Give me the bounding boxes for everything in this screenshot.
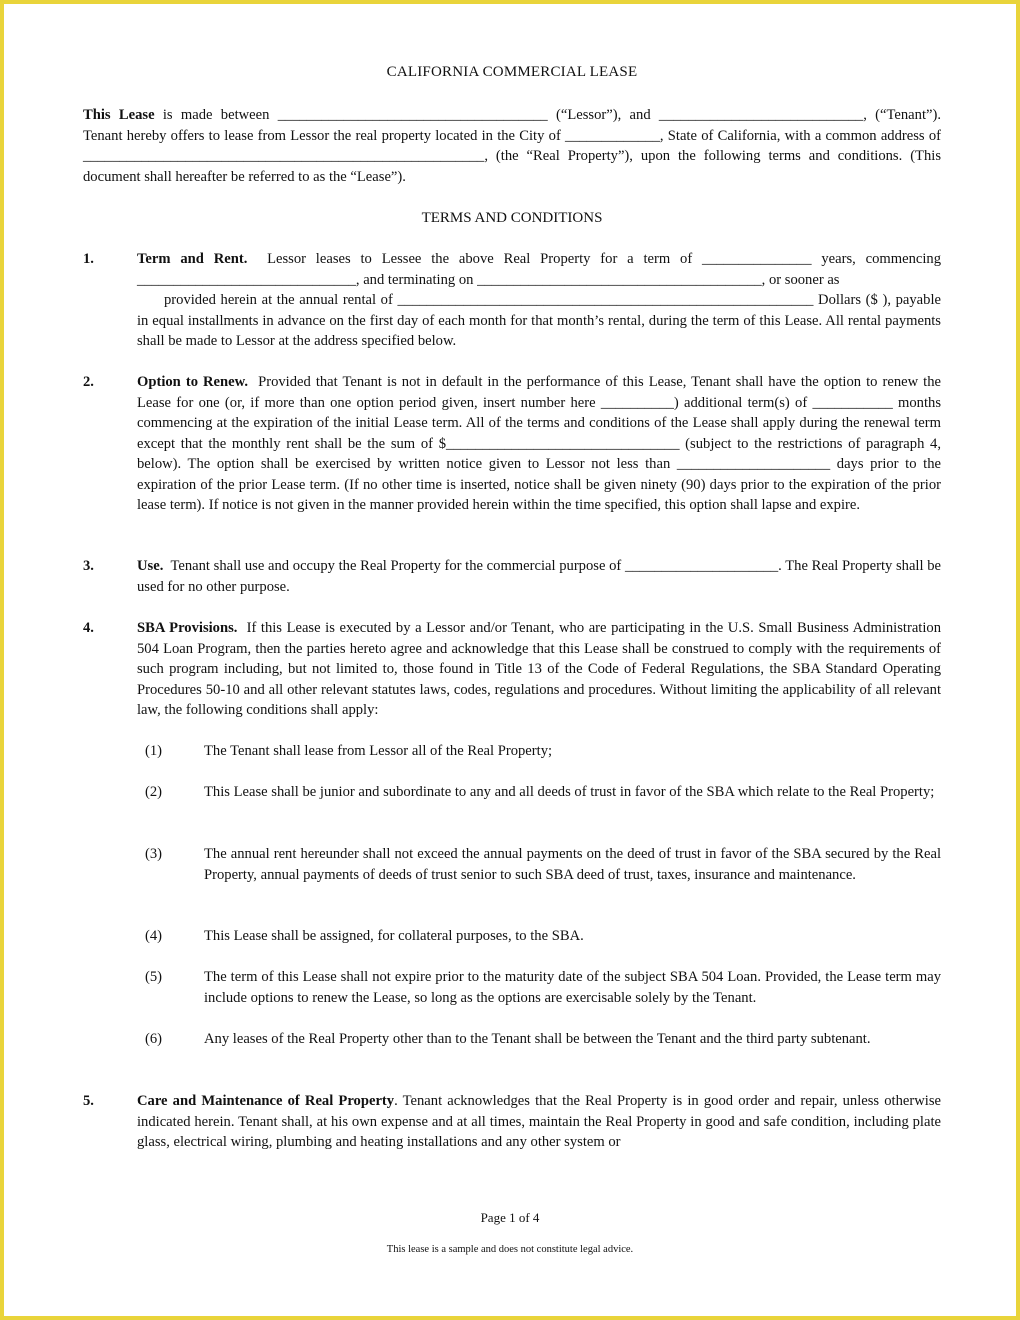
section-text: Lessor leases to Lessee the above Real Property for a term of _______________ years, commencing ______________________________, and terminating on _______________________________________, or sooner as (137, 251, 941, 288)
section-title: SBA Provisions. (137, 620, 238, 636)
section-5 (83, 1091, 941, 1153)
document-page (4, 4, 1016, 1316)
sba-item (83, 844, 941, 885)
page-number: Page 1 of 4 (480, 1210, 540, 1225)
section-4 (83, 618, 941, 721)
sba-item (83, 1029, 941, 1050)
intro-lead: This Lease (83, 107, 155, 123)
sba-item (83, 782, 941, 803)
sba-item (83, 926, 941, 947)
sba-item-number: (3) (145, 846, 163, 862)
sba-item-number: (2) (145, 784, 163, 800)
section-text: Provided that Tenant is not in default in the performance of this Lease, Tenant shall have the option to renew the Lease for one (or, if more than one option period given, insert number here __________) additional term(s) of ___________ months commencing at the expiration of the initial Lease term. All of the terms and conditions of the Lease shall apply during the renewal term except that the monthly rent shall be the sum of $________________________________ (subject to the restrictions of paragraph 4, below). The option shall be exercised by written notice given to Lessor not less than _____________________ days prior to the expiration of the prior Lease term. (If no other time is inserted, notice shall be given ninety (90) days prior to the expiration of the prior lease term). If notice is not given in the manner provided herein within the time specified, this option shall lapse and expire. (137, 374, 941, 513)
section-1 (83, 249, 941, 352)
sba-item (83, 967, 941, 1008)
section-text: If this Lease is executed by a Lessor and/or Tenant, who are participating in the U.S. Small Business Administration 504 Loan Program, then the parties hereto agree and acknowledge that this Lease shall be construed to comply with the requirements of such program including, but not limited to, those found in Title 13 of the Code of Federal Regulations, the SBA Standard Operating Procedures 50-10 and all other relevant statutes laws, codes, regulations and procedures. Without limiting the applicability of all relevant law, the following conditions shall apply: (137, 620, 941, 718)
section-title: Use. (137, 558, 164, 574)
section-title: Option to Renew. (137, 374, 249, 390)
sba-item-number: (5) (145, 969, 163, 985)
section-number: 4. (83, 620, 94, 636)
document-title: CALIFORNIA COMMERCIAL LEASE (386, 64, 638, 80)
sba-item-text: Any leases of the Real Property other than to the Tenant shall be between the Tenant and the third party subtenant. (204, 1031, 871, 1047)
section-number: 3. (83, 558, 94, 574)
intro-paragraph (83, 105, 941, 187)
section-text-continued: provided herein at the annual rental of _________________________________________________________ Dollars ($ ), payable in equal installments in advance on the first day of each month for that month’s rental, during the term of this Lease. All rental payments shall be made to Lessor at the address specified below. (137, 292, 941, 349)
disclaimer-note: This lease is a sample and does not constitute legal advice. (386, 1244, 634, 1255)
section-3 (83, 556, 941, 597)
sba-item-number: (1) (145, 743, 163, 759)
section-title: Care and Maintenance of Real Property (137, 1093, 395, 1109)
sba-item-number: (6) (145, 1031, 163, 1047)
section-text: Tenant shall use and occupy the Real Property for the commercial purpose of _____________________. The Real Property shall be used for no other purpose. (137, 558, 941, 595)
section-title: Term and Rent. (137, 251, 248, 267)
sba-item-number: (4) (145, 928, 163, 944)
sba-item-text: This Lease shall be assigned, for collateral purposes, to the SBA. (204, 928, 584, 944)
section-number: 2. (83, 374, 94, 390)
section-2 (83, 372, 941, 516)
sba-item-text: The Tenant shall lease from Lessor all of the Real Property; (204, 743, 553, 759)
section-number: 5. (83, 1093, 94, 1109)
intro-text: is made between _____________________________________ (“Lessor”), and ____________________________, (“Tenant”). Tenant hereby offers to lease from Lessor the real property located in the City of _____________, State of California, with a common address of _______________________________________________________, (the “Real Property”), upon the following terms and conditions. (This document shall hereafter be referred to as the “Lease”). (83, 107, 941, 185)
sba-item-text: The annual rent hereunder shall not exceed the annual payments on the deed of trust in favor of the SBA secured by the Real Property, annual payments of deeds of trust senior to such SBA deed of trust, taxes, insurance and maintenance. (204, 846, 941, 883)
sba-item-text: The term of this Lease shall not expire prior to the maturity date of the subject SBA 504 Loan. Provided, the Lease term may include options to renew the Lease, so long as the options are exercisable solely by the Tenant. (204, 969, 941, 1006)
section-number: 1. (83, 251, 94, 267)
terms-heading: TERMS AND CONDITIONS (421, 210, 603, 226)
sba-item (83, 741, 941, 762)
section-text: . Tenant acknowledges that the Real Property is in good order and repair, unless otherwise indicated herein. Tenant shall, at his own expense and at all times, maintain the Real Property in good and safe condition, including plate glass, electrical wiring, plumbing and heating installations and any other system or (137, 1093, 941, 1150)
sba-item-text: This Lease shall be junior and subordinate to any and all deeds of trust in favor of the SBA which relate to the Real Property; (204, 784, 935, 800)
